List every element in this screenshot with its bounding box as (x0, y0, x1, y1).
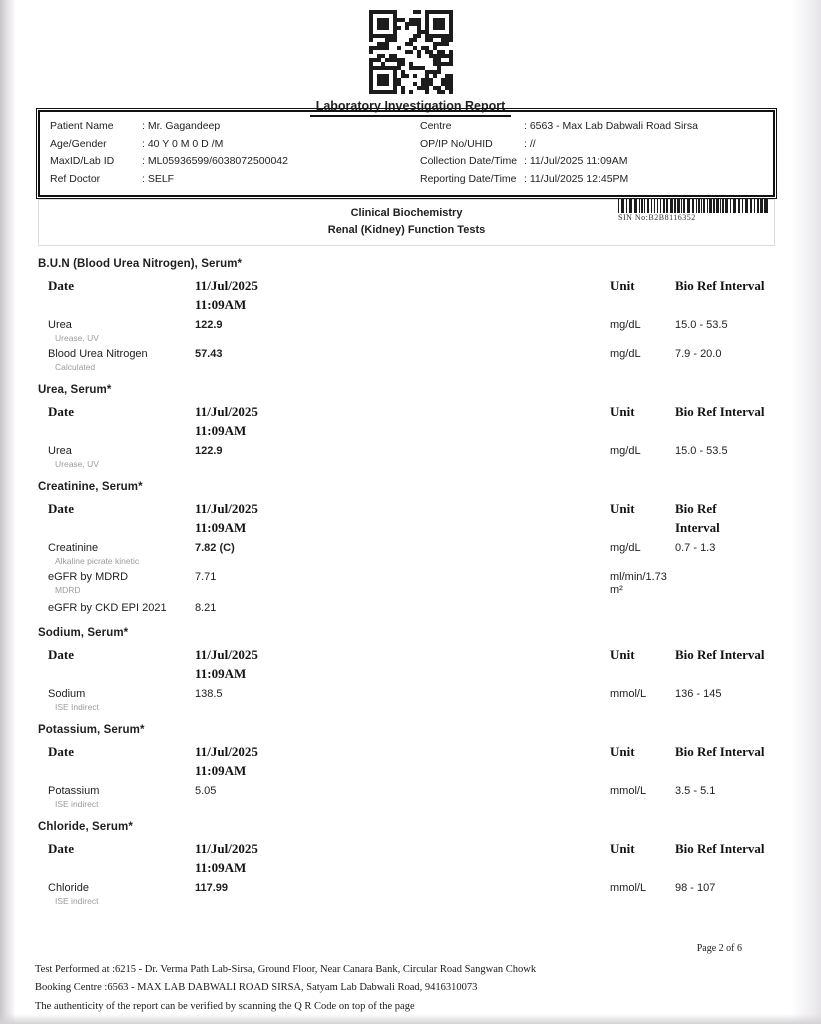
test-ref: 0.7 - 1.3 (675, 542, 716, 554)
ref-header: Bio Ref Interval (675, 647, 765, 662)
sin-number: SIN No:B2B8116352 (618, 213, 696, 222)
section-chloride (38, 821, 775, 906)
test-unit (610, 602, 675, 615)
collection-label: Collection Date/Time (420, 155, 518, 167)
test-name-cell (38, 785, 195, 809)
unit-header: Unit (610, 647, 635, 662)
test-value: 122.9 (195, 319, 223, 331)
unit-header: Unit (610, 501, 635, 516)
date-header: Date (48, 501, 74, 516)
test-value: 57.43 (195, 348, 223, 360)
test-name: eGFR by CKD EPI 2021 (48, 602, 167, 614)
footer-booking-centre: Booking Centre :6563 - MAX LAB DABWALI ROAD SIRSA, Satyam Lab Dabwali Road, 9416310073 (35, 982, 478, 993)
centre-value: : 6563 - Max Lab Dabwali Road Sirsa (524, 120, 698, 132)
date-line2: 11:09AM (195, 297, 247, 312)
test-value: 5.05 (195, 785, 217, 797)
unit-header: Unit (610, 744, 635, 759)
panel-name: Renal (Kidney) Function Tests (327, 224, 486, 236)
date-header: Date (48, 278, 74, 293)
test-value: 117.99 (195, 882, 229, 894)
test-name-cell (38, 882, 195, 906)
date-value (195, 645, 610, 683)
test-row (38, 319, 775, 343)
qr-code (369, 10, 453, 94)
test-name-cell (38, 319, 195, 343)
ref-doctor-value: : SELF (142, 172, 175, 185)
department-name: Clinical Biochemistry (350, 207, 463, 219)
test-ref: 7.9 - 20.0 (675, 348, 722, 360)
test-name: Blood Urea Nitrogen (48, 348, 148, 360)
report-footer (35, 940, 788, 1016)
section-heading: Potassium, Serum* (38, 724, 145, 736)
section-header-row (38, 499, 775, 537)
test-value: 7.71 (195, 571, 217, 583)
report-title-text: Laboratory Investigation Report (310, 99, 512, 117)
date-header: Date (48, 647, 74, 662)
section-heading: Chloride, Serum* (38, 821, 133, 833)
ref-header: Bio Ref Interval (675, 278, 765, 293)
date-line1: 11/Jul/2025 (195, 501, 258, 516)
date-line1: 11/Jul/2025 (195, 841, 258, 856)
test-row (38, 571, 775, 597)
test-method: ISE Indirect (55, 702, 99, 712)
test-method: ISE indirect (55, 896, 99, 906)
date-header: Date (48, 841, 74, 856)
test-unit: mmol/L (610, 785, 647, 797)
section-header-row (38, 742, 775, 780)
ref-doctor-row (50, 171, 420, 189)
test-name-cell (38, 688, 195, 712)
test-row (38, 542, 775, 566)
centre-label: Centre (420, 120, 452, 132)
page-number: Page 2 of 6 (696, 943, 742, 954)
test-unit: mg/dL (610, 542, 641, 554)
photo-edge-left (0, 0, 14, 1024)
department-panel (38, 199, 775, 246)
test-unit: mg/dL (610, 319, 641, 331)
test-unit: mg/dL (610, 445, 641, 457)
centre-row (420, 118, 763, 136)
date-header: Date (48, 744, 74, 759)
date-line2: 11:09AM (195, 860, 247, 875)
test-method: MDRD (55, 585, 81, 595)
test-method: Calculated (55, 362, 96, 372)
section-header-row (38, 276, 775, 314)
age-gender-label: Age/Gender (50, 137, 107, 150)
test-value: 7.82 (C) (195, 542, 235, 554)
footer-authenticity-note: The authenticity of the report can be verified by scanning the Q R Code on top of the page (35, 1000, 415, 1012)
test-ref (675, 571, 775, 597)
sin-barcode-block (618, 198, 770, 222)
test-name: Potassium (48, 785, 100, 797)
date-line2: 11:09AM (195, 423, 247, 438)
test-name: Urea (48, 445, 72, 457)
patient-info-right (420, 118, 763, 188)
test-unit: mmol/L (610, 882, 647, 894)
report-content (38, 110, 775, 906)
unit-header: Unit (610, 841, 635, 856)
test-unit: mmol/L (610, 688, 647, 700)
test-name-cell (38, 602, 195, 615)
reporting-label: Reporting Date/Time (420, 172, 517, 185)
unit-header: Unit (610, 404, 635, 419)
sin-barcode (618, 198, 770, 213)
patient-name-label: Patient Name (50, 120, 114, 132)
photo-edge-right (791, 0, 821, 1024)
patient-name-row (50, 118, 420, 136)
age-gender-value: : 40 Y 0 M 0 D /M (142, 137, 224, 150)
date-line2: 11:09AM (195, 763, 247, 778)
test-ref (675, 602, 775, 615)
date-line2: 11:09AM (195, 520, 247, 535)
ref-doctor-label: Ref Doctor (50, 172, 101, 185)
test-ref: 3.5 - 5.1 (675, 785, 716, 797)
test-ref: 136 - 145 (675, 688, 722, 700)
test-row (38, 688, 775, 712)
test-name: Creatinine (48, 542, 99, 554)
test-ref: 98 - 107 (675, 882, 716, 894)
test-name-cell (38, 542, 195, 566)
patient-name-value: : Mr. Gagandeep (142, 120, 221, 132)
section-header-row (38, 839, 775, 877)
uhid-label: OP/IP No/UHID (420, 137, 493, 150)
test-name-cell (38, 571, 195, 597)
test-method: Urease, UV (55, 333, 99, 343)
section-bun (38, 258, 775, 372)
section-creatinine (38, 481, 775, 615)
test-value: 138.5 (195, 688, 223, 700)
test-name-cell (38, 348, 195, 372)
test-row (38, 348, 775, 372)
test-value: 122.9 (195, 445, 223, 457)
date-value (195, 402, 610, 440)
collection-value: : 11/Jul/2025 11:09AM (524, 155, 628, 167)
date-value (195, 499, 610, 537)
test-name: eGFR by MDRD (48, 571, 129, 583)
test-row (38, 882, 775, 906)
test-row (38, 445, 775, 469)
date-value (195, 839, 610, 877)
section-sodium (38, 627, 775, 712)
test-unit: ml/min/1.73 m² (610, 571, 667, 596)
test-name: Urea (48, 319, 72, 331)
patient-info-left (50, 118, 420, 188)
section-header-row (38, 645, 775, 683)
test-value: 8.21 (195, 602, 217, 614)
test-method: Urease, UV (55, 459, 99, 469)
test-ref: 15.0 - 53.5 (675, 319, 728, 331)
test-row (38, 785, 775, 809)
date-value (195, 276, 610, 314)
section-heading: B.U.N (Blood Urea Nitrogen), Serum* (38, 258, 243, 270)
date-value (195, 742, 610, 780)
section-heading: Urea, Serum* (38, 384, 112, 396)
uhid-row (420, 136, 763, 154)
section-urea (38, 384, 775, 469)
ref-header: Bio Ref Interval (675, 841, 765, 856)
ref-header: Bio Ref Interval (675, 404, 765, 419)
section-heading: Sodium, Serum* (38, 627, 129, 639)
test-method: ISE indirect (55, 799, 99, 809)
footer-test-performed: Test Performed at :6215 - Dr. Verma Path Lab-Sirsa, Ground Floor, Near Canara Bank, Circular Road Sangwan Chowk (35, 963, 537, 975)
test-ref: 15.0 - 53.5 (675, 445, 728, 457)
ref-header: Bio Ref Interval (675, 501, 720, 535)
test-name: Sodium (48, 688, 86, 700)
test-unit: mg/dL (610, 348, 641, 360)
section-header-row (38, 402, 775, 440)
patient-info-box (38, 110, 775, 197)
collection-row (420, 153, 763, 171)
uhid-value: : // (524, 137, 536, 150)
age-gender-row (50, 136, 420, 154)
date-header: Date (48, 404, 74, 419)
test-row (38, 602, 775, 615)
section-heading: Creatinine, Serum* (38, 481, 143, 493)
test-name: Chloride (48, 882, 89, 894)
maxid-label: MaxID/Lab ID (50, 155, 115, 167)
date-line2: 11:09AM (195, 666, 247, 681)
reporting-row (420, 171, 763, 189)
maxid-row (50, 153, 420, 171)
reporting-value: : 11/Jul/2025 12:45PM (524, 172, 629, 185)
test-method: Alkaline picrate kinetic (55, 556, 140, 566)
section-potassium (38, 724, 775, 809)
unit-header: Unit (610, 278, 635, 293)
date-line1: 11/Jul/2025 (195, 278, 258, 293)
date-line1: 11/Jul/2025 (195, 647, 258, 662)
date-line1: 11/Jul/2025 (195, 404, 258, 419)
test-name-cell (38, 445, 195, 469)
date-line1: 11/Jul/2025 (195, 744, 258, 759)
ref-header: Bio Ref Interval (675, 744, 765, 759)
maxid-value: : ML05936599/6038072500042 (142, 155, 288, 167)
